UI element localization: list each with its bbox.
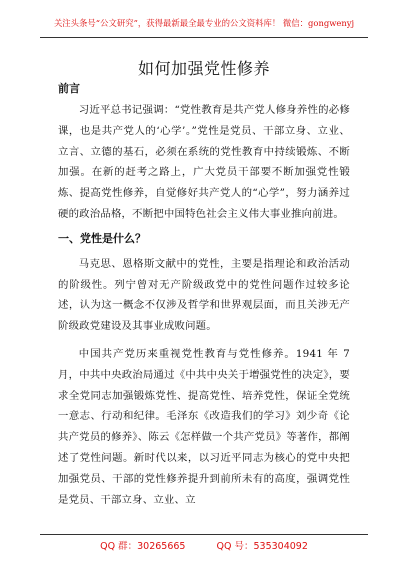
document-body	[58, 78, 350, 513]
header-divider	[40, 37, 368, 38]
paragraph: 中国共产党历来重视党性教育与党性修养。1941 年 7 月，中共中央政治局通过《中共中央关于增强党性的决定》，要求全党同志加强锻炼党性、提高党性、培养党性，保证全党统一意志、行动和纪律。毛泽东《改造我们的学习》刘少奇《论共产党员的修养》、陈云《怎样做一个共产党员》等著作，都阐述了党性问题。新时代以来，以习近平同志为核心的党中央把加强党员、干部的党性修养提升到前所未有的高度，强调党性是党员、干部立身、立业、立	[58, 347, 350, 506]
paragraph: 习近平总书记强调：“党性教育是共产党人修身养性的必修课，也是共产党人的‘心学’。”党性是党员、干部立身、立业、立言、立德的基石，必须在系统的党性教育中持续锻炼、不断加强。在新的赶考之路上，广大党员干部要不断加强党性锻炼、提高党性修养，自觉修好共产党人的“心学”，努力涵养过硬的政治品格，不断把中国特色社会主义伟大事业推向前进。	[58, 104, 350, 220]
footer-divider	[40, 534, 368, 535]
page-title: 如何加强党性修养	[137, 59, 270, 78]
section-heading-preface: 前言	[58, 82, 80, 95]
section-heading-what-is-party-spirit: 一、党性是什么？	[58, 231, 146, 245]
footer-qq-group: QQ 群：30265665	[100, 541, 186, 552]
header-note: 关注头条号“公文研究”，获得最新最全最专业的公文资料库！ 微信：gongwenyj	[53, 18, 355, 28]
footer-qq-number: QQ 号：535304092	[216, 541, 308, 552]
footer	[0, 538, 408, 552]
paragraph: 马克思、恩格斯文献中的党性，主要是指理论和政治活动的阶级性。列宁曾对无产阶级政党中的党性问题作过较多论述，认为这一概念不仅涉及哲学和世界观层面，而且关涉无产阶级政党建设及其事业成败问题。	[58, 257, 350, 333]
